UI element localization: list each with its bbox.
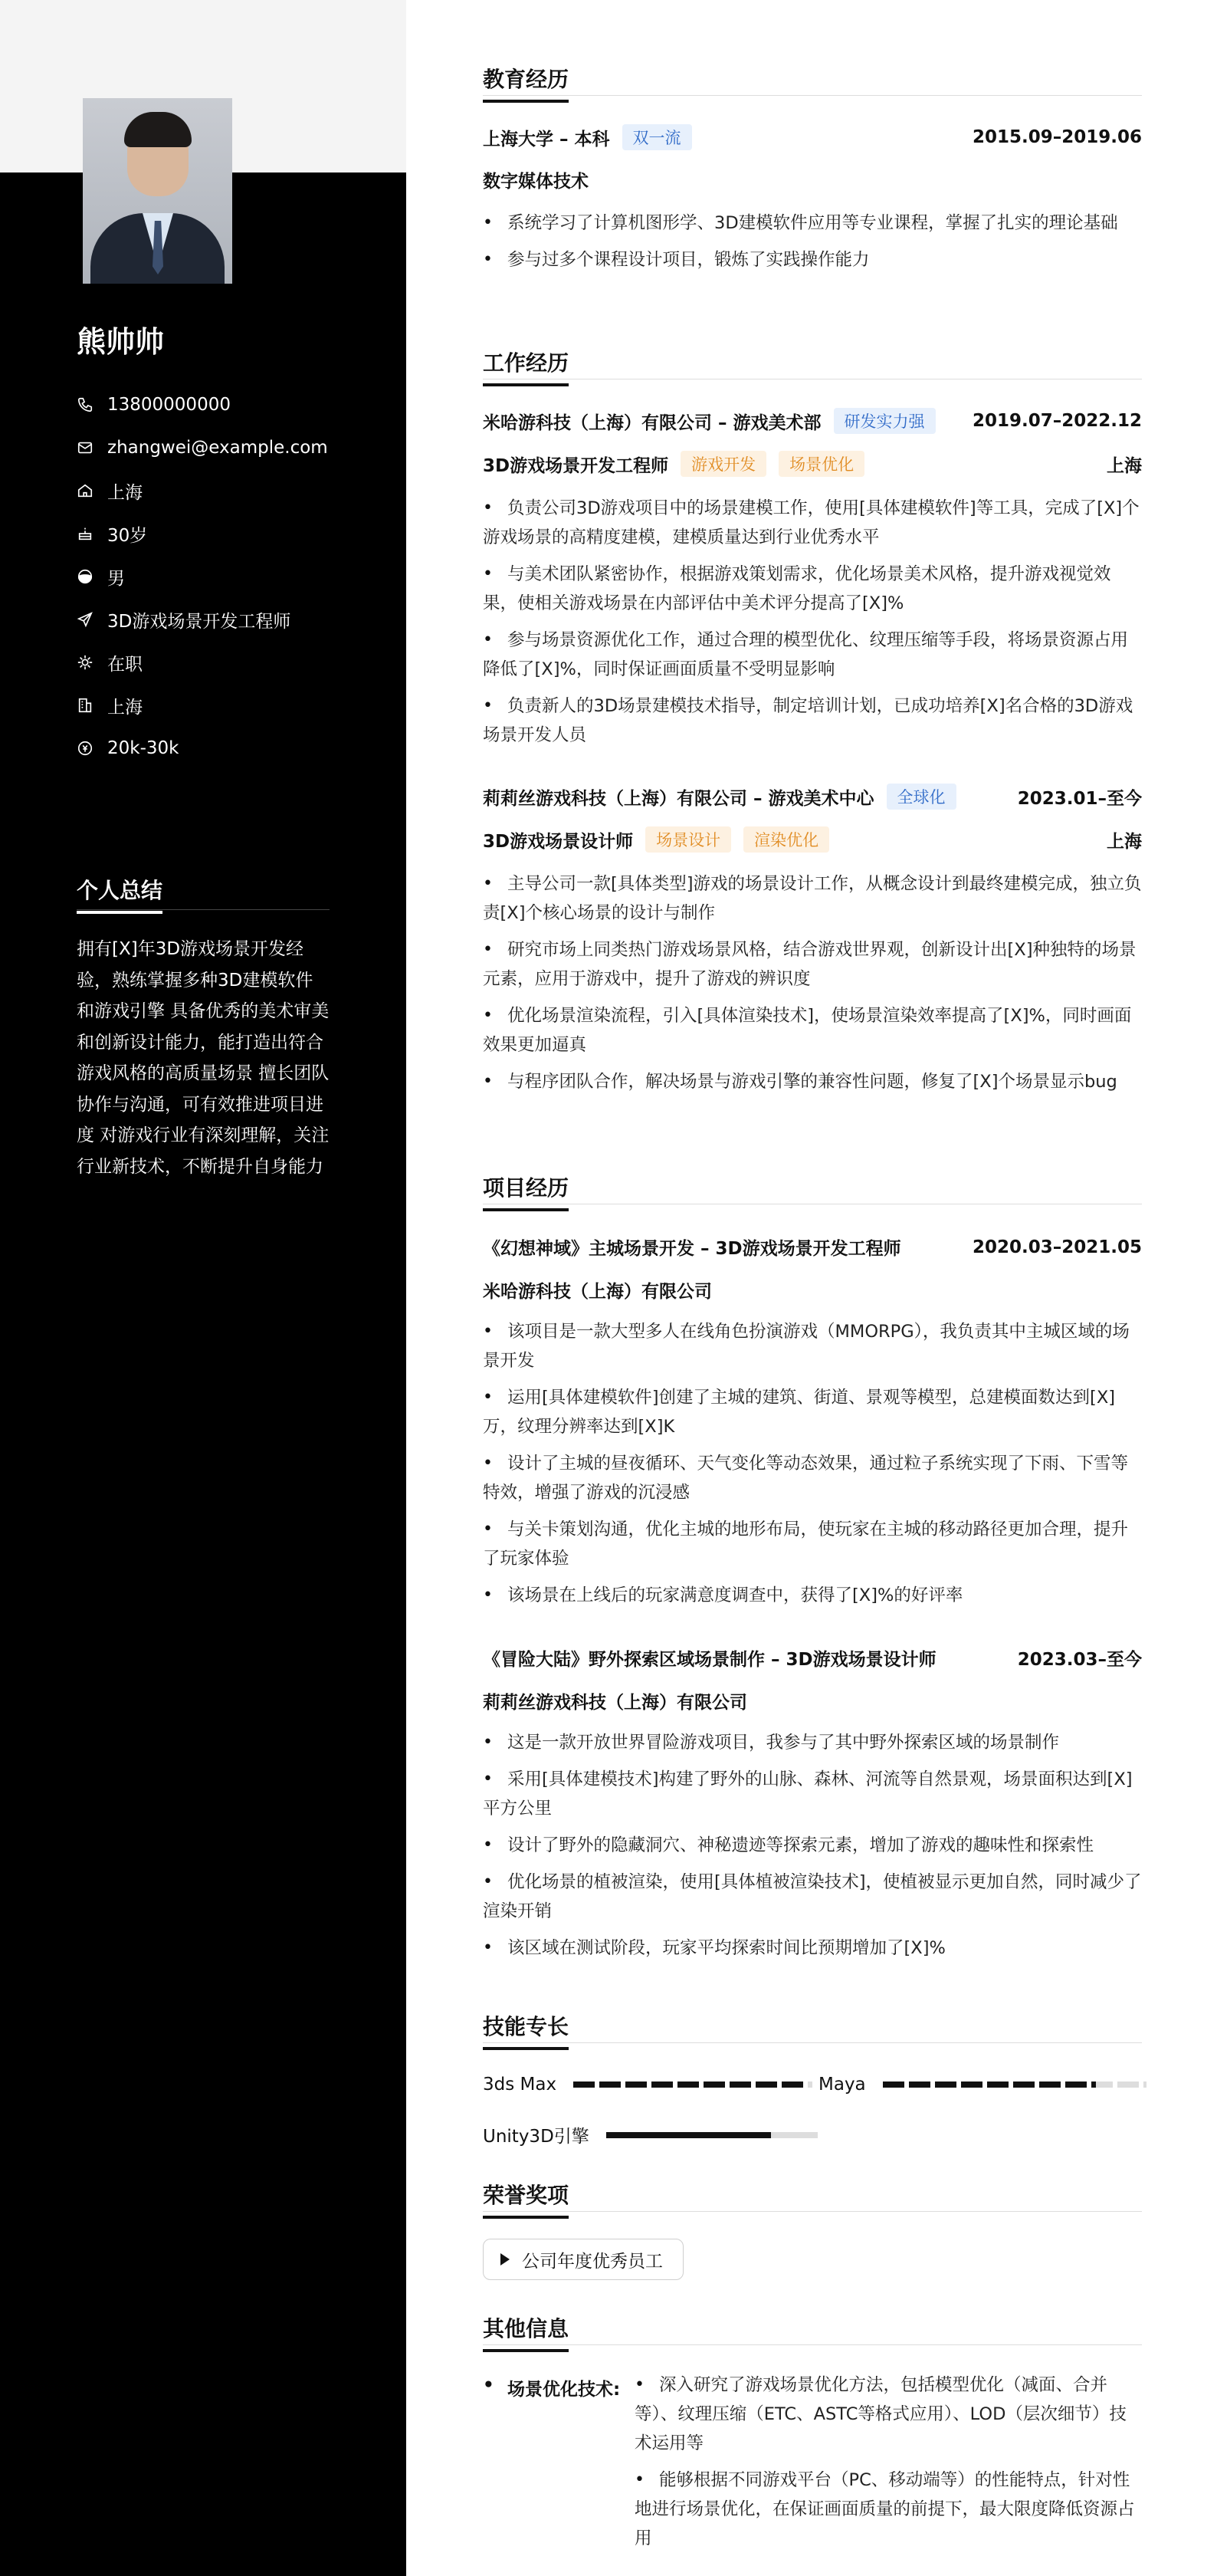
job-company-tag: 全球化 [887, 784, 956, 810]
job-role-tag: 游戏开发 [681, 451, 766, 477]
list-item: • 负责公司3D游戏项目中的场景建模工作，使用[具体建模软件]等工具，完成了[X]个游戏场景的高精度建模，建模质量达到行业优秀水平 [483, 494, 1142, 552]
project-period: 2020.03–2021.05 [972, 1237, 1142, 1257]
skill-name: 3ds Max [483, 2075, 557, 2095]
skill-item [818, 2075, 1146, 2095]
mail-icon [77, 439, 93, 456]
job-company-tag: 研发实力强 [834, 408, 936, 434]
section-title-projects: 项目经历 [483, 1171, 569, 1202]
skill-bar [883, 2082, 1146, 2088]
project-company: 莉莉丝游戏科技（上海）有限公司 [483, 1693, 747, 1713]
list-item: • 与美术团队紧密协作，根据游戏策划需求，优化场景美术风格，提升游戏视觉效果，使相关游戏场景在内部评估中美术评分提高了[X]% [483, 560, 1142, 618]
job-company: 米哈游科技（上海）有限公司 – 游戏美术部 [483, 412, 822, 433]
section-divider [483, 379, 1142, 380]
list-item: • 参与过多个课程设计项目，锻炼了实践操作能力 [483, 245, 1142, 274]
section-divider [483, 2211, 1142, 2212]
list-item: • 该区域在测试阶段，玩家平均探索时间比预期增加了[X]% [483, 1934, 1142, 1963]
summary-text: 拥有[X]年3D游戏场景开发经验，熟练掌握多种3D建模软件和游戏引擎 具备优秀的美术审美和创新设计能力，能打造出符合游戏风格的高质量场景 擅长团队协作与沟通，可有效推进项目进度 对游戏行业有深刻理解，关注行业新技术，不断提升自身能力 [77, 939, 330, 1177]
project-period: 2023.03–至今 [1017, 1650, 1142, 1670]
list-item: • 优化场景的植被渲染，使用[具体植被渲染技术]，使植被显示更加自然，同时减少了渲染开销 [483, 1868, 1142, 1926]
list-item: • 设计了主城的昼夜循环、天气变化等动态效果，通过粒子系统实现了下雨、下雪等特效，增强了游戏的沉浸感 [483, 1449, 1142, 1507]
project-bullets [483, 1317, 1142, 1618]
skill-bar [573, 2082, 812, 2088]
award-item[interactable]: 公司年度优秀员工 [483, 2239, 684, 2280]
section-divider [483, 2344, 1142, 2345]
list-item: • 与关卡策划沟通，优化主城的地形布局，使玩家在主城的移动路径更加合理，提升了玩家体验 [483, 1515, 1142, 1573]
building-icon [77, 697, 93, 714]
list-item: • 深入研究了游戏场景优化方法，包括模型优化（减面、合并等）、纹理压缩（ETC、ASTC等格式应用）、LOD（层次细节）技术运用等 [635, 2371, 1142, 2458]
job-role-tag: 渲染优化 [743, 826, 829, 853]
other-bullets [635, 2371, 1142, 2561]
list-item: • 设计了野外的隐藏洞穴、神秘遗迹等探索元素，增加了游戏的趣味性和探索性 [483, 1831, 1142, 1860]
job-bullets [483, 494, 1142, 757]
contact-age: 30岁 [77, 512, 328, 555]
job-header [483, 408, 1142, 434]
list-item: • 该场景在上线后的玩家满意度调查中，获得了[X]%的好评率 [483, 1581, 1142, 1610]
contact-phone: 13800000000 [77, 383, 328, 426]
education-school: 上海大学 – 本科 [483, 129, 610, 150]
project-company: 米哈游科技（上海）有限公司 [483, 1282, 712, 1302]
money-icon [77, 740, 93, 757]
play-icon [500, 2253, 510, 2266]
contact-position: 3D游戏场景开发工程师 [77, 598, 328, 641]
summary-title: 个人总结 [77, 874, 162, 905]
education-bullets [483, 209, 1142, 282]
education-header [483, 124, 1142, 150]
job-role: 3D游戏场景设计师 [483, 831, 634, 852]
education-major: 数字媒体技术 [483, 172, 589, 192]
cake-icon [77, 525, 93, 542]
status-icon [77, 654, 93, 671]
list-item: • 优化场景渲染流程，引入[具体渲染技术]，使场景渲染效率提高了[X]%，同时画面效果更加逼真 [483, 1001, 1142, 1060]
summary-divider [77, 909, 330, 910]
project-header [483, 1645, 1142, 1671]
list-item: • 参与场景资源优化工作，通过合理的模型优化、纹理压缩等手段，将场景资源占用降低了[X]%，同时保证画面质量不受明显影响 [483, 626, 1142, 684]
job-header [483, 784, 1142, 810]
job-role-tag: 场景设计 [645, 826, 731, 853]
job-company: 莉莉丝游戏科技（上海）有限公司 – 游戏美术中心 [483, 788, 874, 809]
section-title-awards: 荣誉奖项 [483, 2179, 569, 2210]
education-period: 2015.09–2019.06 [972, 127, 1142, 147]
job-role: 3D游戏场景开发工程师 [483, 455, 669, 476]
profile-name: 熊帅帅 [77, 325, 165, 359]
project-header [483, 1234, 1142, 1260]
project-bullets [483, 1728, 1142, 1970]
education-tag: 双一流 [622, 124, 692, 150]
skill-name: Maya [818, 2075, 866, 2095]
phone-icon [77, 396, 93, 413]
job-role-tag: 场景优化 [779, 451, 864, 477]
section-divider [483, 95, 1142, 96]
skill-bar [606, 2132, 818, 2138]
list-item: • 运用[具体建模软件]创建了主城的建筑、街道、景观等模型，总建模面数达到[X]万，纹理分辨率达到[X]K [483, 1383, 1142, 1441]
section-divider [483, 2042, 1142, 2043]
contact-list [77, 383, 328, 770]
section-title-education: 教育经历 [483, 63, 569, 94]
job-period: 2019.07–2022.12 [972, 411, 1142, 431]
list-item: • 负责新人的3D场景建模技术指导，制定培训计划，已成功培养[X]名合格的3D游戏场景开发人员 [483, 692, 1142, 750]
list-item: • 与程序团队合作，解决场景与游戏引擎的兼容性问题，修复了[X]个场景显示bug [483, 1067, 1142, 1096]
contact-salary: 20k-30k [77, 727, 328, 770]
job-role-row [483, 451, 1142, 477]
list-item: • 采用[具体建模技术]构建了野外的山脉、森林、河流等自然景观，场景面积达到[X]平方公里 [483, 1765, 1142, 1823]
other-label: • 场景优化技术: [507, 2375, 620, 2400]
section-title-other: 其他信息 [483, 2312, 569, 2343]
job-bullets [483, 869, 1142, 1104]
section-title-work: 工作经历 [483, 347, 569, 377]
contact-email[interactable]: zhangwei@example.com [77, 426, 328, 469]
list-item: • 能够根据不同游戏平台（PC、移动端等）的性能特点，针对性地进行场景优化，在保证画面质量的前提下，最大限度降低资源占用 [635, 2466, 1142, 2553]
job-role-row [483, 826, 1142, 853]
avatar [83, 98, 232, 284]
send-icon [77, 611, 93, 628]
job-period: 2023.01–至今 [1017, 788, 1142, 809]
project-name: 《幻想神域》主城场景开发 – 3D游戏场景开发工程师 [483, 1239, 901, 1259]
contact-city: 上海 [77, 684, 328, 727]
list-item: • 主导公司一款[具体类型]游戏的场景设计工作，从概念设计到最终建模完成，独立负责[X]个核心场景的设计与制作 [483, 869, 1142, 928]
list-item: • 研究市场上同类热门游戏场景风格，结合游戏世界观，创新设计出[X]种独特的场景元素，应用于游戏中，提升了游戏的辨识度 [483, 935, 1142, 994]
contact-gender: 男 [77, 555, 328, 598]
gender-icon [77, 568, 93, 585]
contact-status: 在职 [77, 641, 328, 684]
contact-location: 上海 [77, 469, 328, 512]
list-item: • 这是一款开放世界冒险游戏项目，我参与了其中野外探索区域的场景制作 [483, 1728, 1142, 1757]
sidebar [0, 0, 406, 2576]
list-item: • 系统学习了计算机图形学、3D建模软件应用等专业课程，掌握了扎实的理论基础 [483, 209, 1142, 238]
skill-item [483, 2075, 812, 2095]
skill-name: Unity3D引擎 [483, 2127, 589, 2147]
home-icon [77, 482, 93, 499]
project-name: 《冒险大陆》野外探索区域场景制作 – 3D游戏场景设计师 [483, 1650, 937, 1670]
section-title-skills: 技能专长 [483, 2010, 569, 2041]
job-city: 上海 [1107, 455, 1142, 476]
list-item: • 该项目是一款大型多人在线角色扮演游戏（MMORPG），我负责其中主城区域的场景开发 [483, 1317, 1142, 1375]
skill-item [483, 2122, 818, 2147]
job-city: 上海 [1107, 831, 1142, 852]
